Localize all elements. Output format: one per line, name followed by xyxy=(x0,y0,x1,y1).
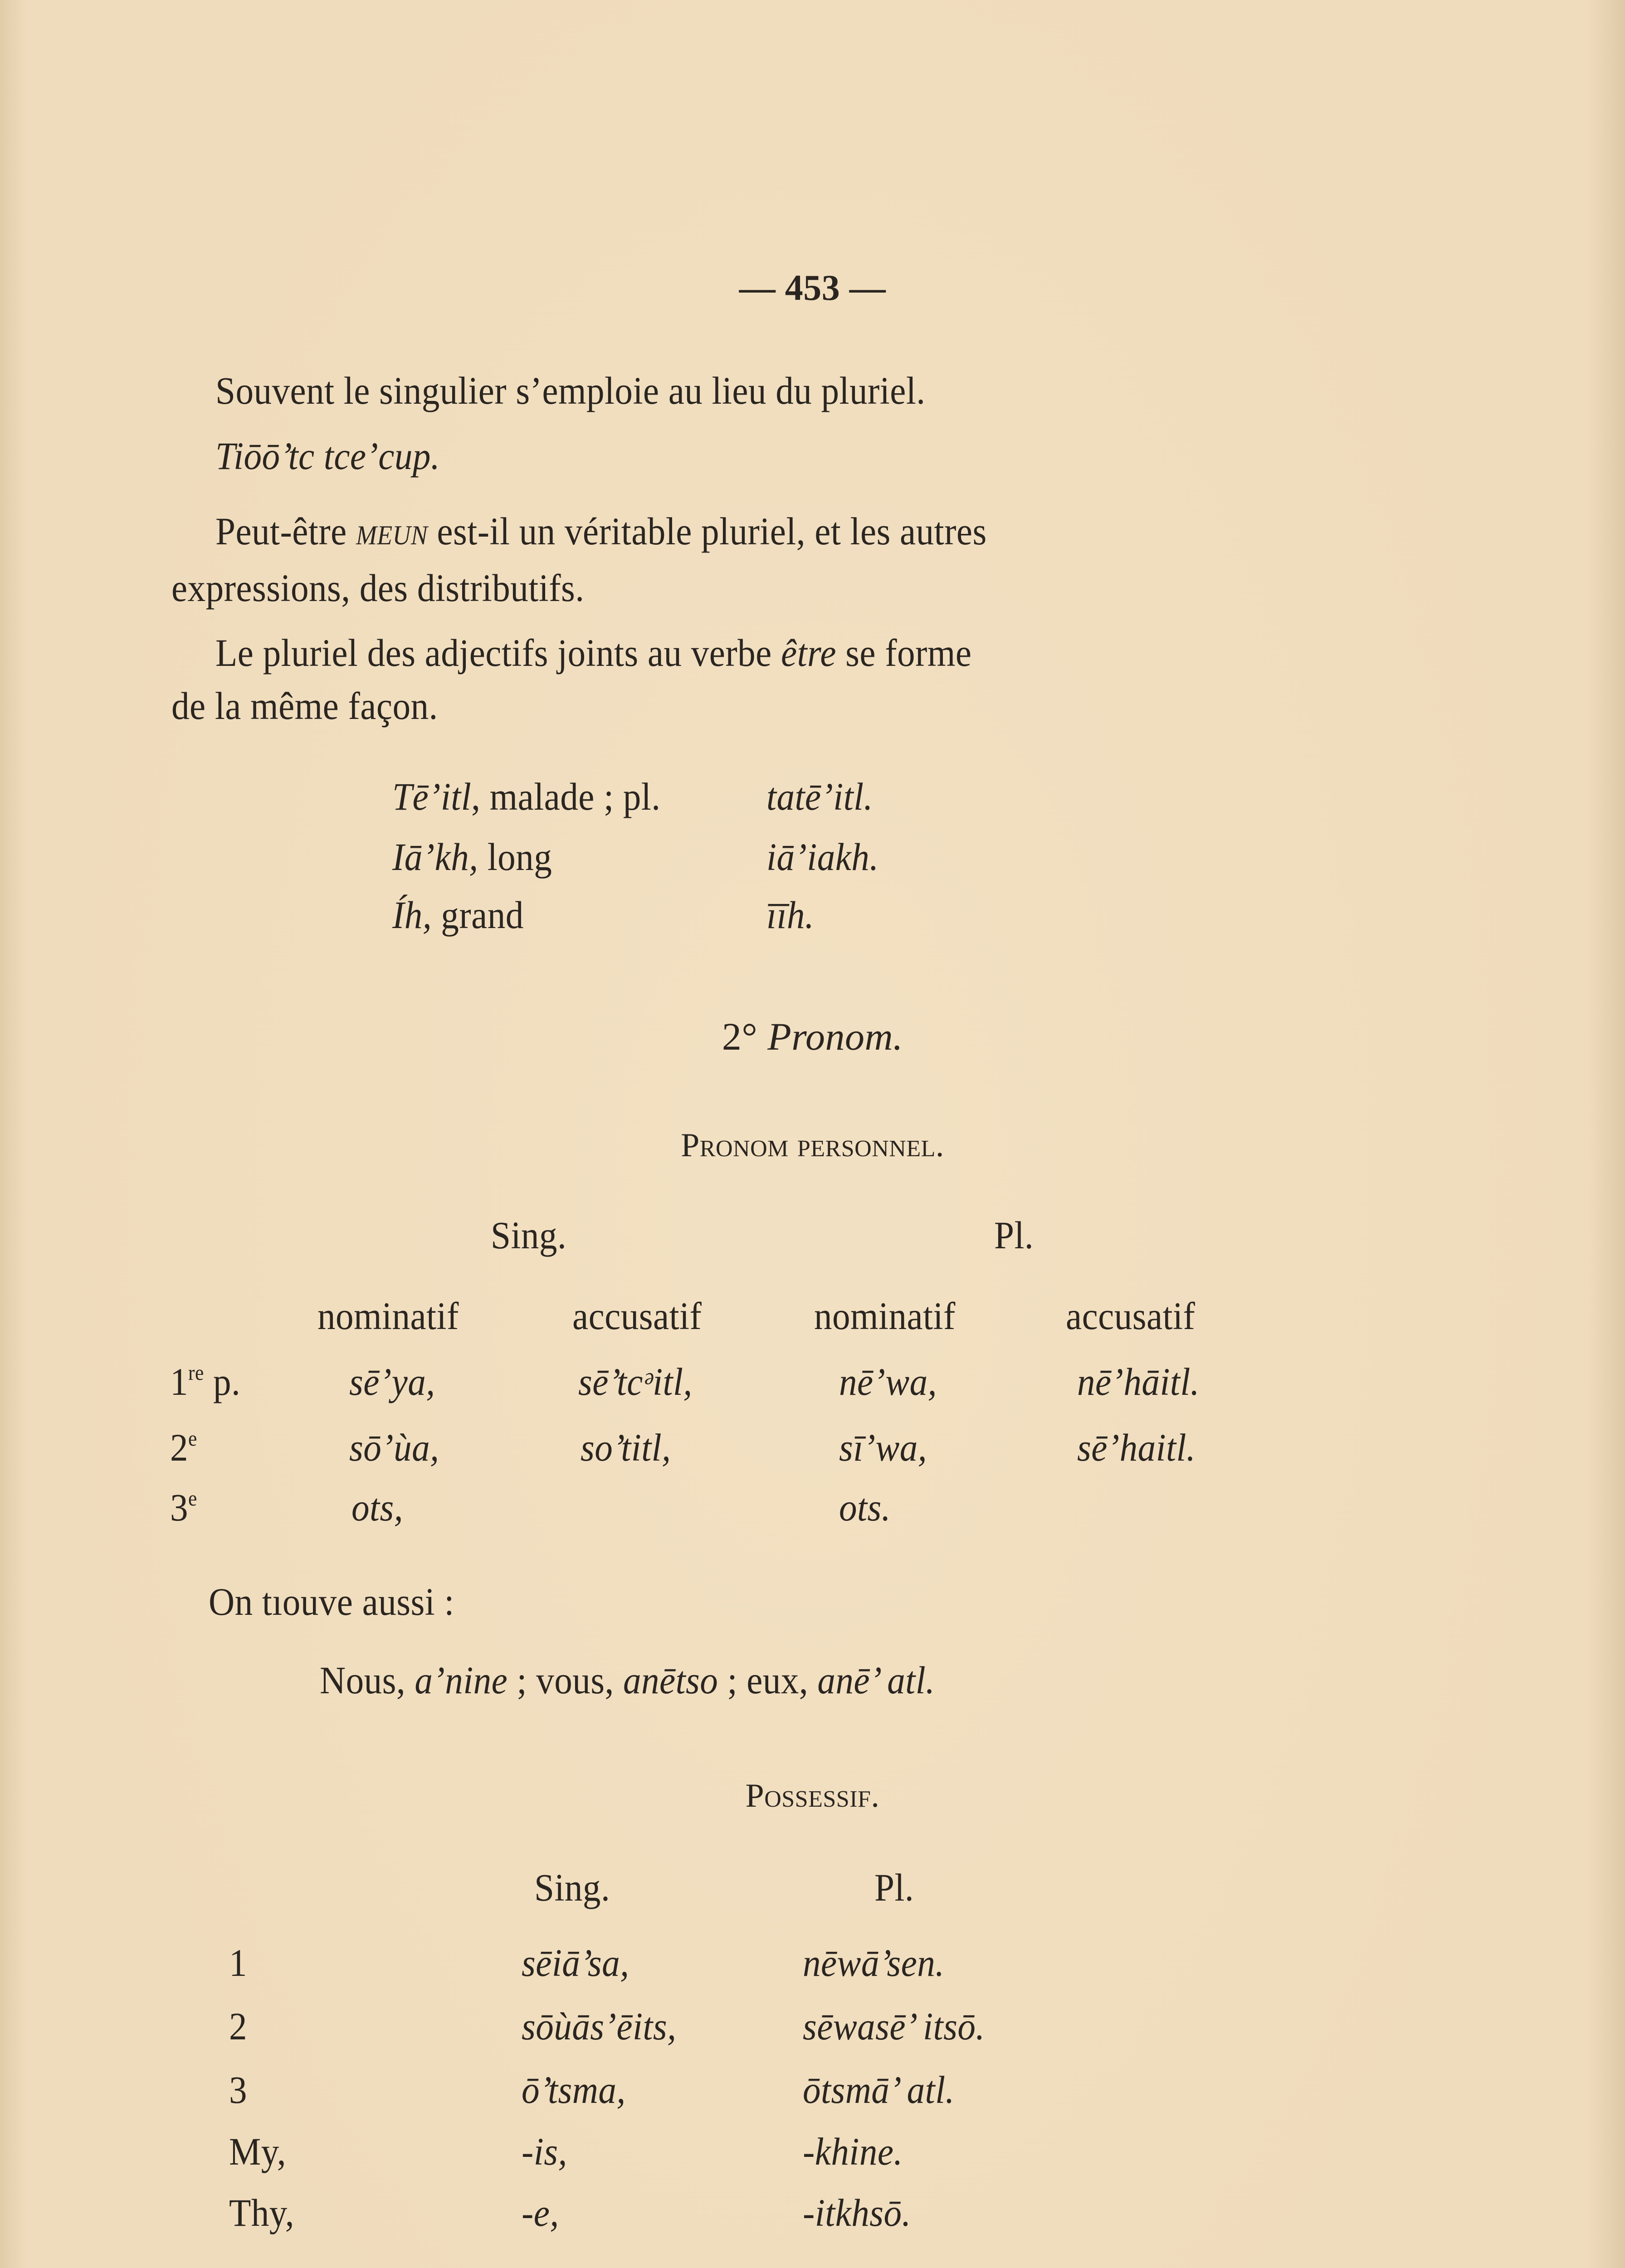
possessive-plural: sēwasē’ itsō. xyxy=(803,2004,985,2048)
pronoun-sing-nom: ots, xyxy=(351,1486,403,1529)
section-number: 2° xyxy=(722,1015,758,1058)
header-singular: Sing. xyxy=(534,1866,610,1909)
pronoun-sing-nom: sē’ya, xyxy=(349,1360,435,1403)
adjective-plural: tatē’itl. xyxy=(766,775,873,818)
text: est-il un véritable pluriel, et les autres xyxy=(428,509,987,553)
header-pl-nominative: nominatif xyxy=(814,1294,956,1338)
pronoun-sing-acc: so’titl, xyxy=(581,1426,671,1469)
form-vous: anētso xyxy=(623,1658,718,1702)
possessive-label: 1 xyxy=(229,1941,248,1984)
possessive-singular: -e, xyxy=(522,2191,559,2234)
possessive-singular: ō’tsma, xyxy=(522,2068,626,2112)
term-etre: être xyxy=(781,631,836,675)
adjective-word: Iā’kh, xyxy=(392,835,478,879)
pronoun-pl-nom: nē’wa, xyxy=(839,1360,937,1403)
person-label xyxy=(170,1488,197,1527)
header-pl-accusative: accusatif xyxy=(1066,1294,1196,1338)
possessive-label: 3 xyxy=(229,2068,248,2112)
possessive-singular: -is, xyxy=(522,2130,567,2173)
section-heading xyxy=(0,1017,1625,1056)
possessive-title: Possessif. xyxy=(745,1777,880,1814)
person-number: 3 xyxy=(170,1486,189,1529)
adjective-word: Íh, xyxy=(392,893,432,937)
adjective-plural: iā’iakh. xyxy=(766,835,879,879)
header-plural: Pl. xyxy=(874,1866,914,1909)
adjective-plural: īīh. xyxy=(766,893,815,937)
text: se forme xyxy=(836,631,972,675)
possessive-plural: nēwā’sen. xyxy=(803,1941,945,1984)
header-sing-accusative: accusatif xyxy=(572,1294,702,1338)
adjective-gloss: grand xyxy=(432,893,524,937)
person-ordinal: re xyxy=(188,1361,204,1385)
person-number: 1 xyxy=(170,1360,189,1403)
possessive-label: 2 xyxy=(229,2004,248,2048)
pronoun-pl-nom: ots. xyxy=(839,1486,891,1529)
adjective-row xyxy=(392,835,552,879)
label-vous: ; vous, xyxy=(508,1658,623,1702)
form-eux: anē’ atl. xyxy=(817,1658,935,1702)
adjective-row xyxy=(392,893,524,937)
possessive-plural: -khine. xyxy=(803,2130,903,2173)
adjective-word: Tē’itl xyxy=(392,775,472,818)
person-number: 2 xyxy=(170,1426,189,1469)
possessive-plural: -itkhsō. xyxy=(803,2191,911,2234)
possessive-singular: sōùās’ēits, xyxy=(522,2004,677,2048)
possessive-plural: ōtsmā’ atl. xyxy=(803,2068,955,2112)
label-eux: ; eux, xyxy=(718,1658,818,1702)
term-meun: meun xyxy=(356,509,428,553)
person-ordinal: e xyxy=(188,1427,197,1451)
possessive-label: My, xyxy=(229,2130,286,2173)
pronoun-pl-acc: sē’haitl. xyxy=(1077,1426,1196,1469)
paragraph-adjectives-line2: de la même façon. xyxy=(171,684,438,728)
paragraph-singular-usage: Souvent le singulier s’emploie au lieu du pluriel. xyxy=(215,369,926,412)
section-title: Pronom. xyxy=(767,1015,903,1058)
person-ordinal: e xyxy=(188,1486,197,1510)
label-nous: Nous, xyxy=(320,1658,415,1702)
pronoun-sing-acc: sē’tcᵊitl, xyxy=(578,1360,693,1403)
possessive-label: Thy, xyxy=(229,2191,294,2234)
adjective-gloss: long xyxy=(478,835,552,879)
page-number: — 453 — xyxy=(739,268,886,308)
text: Le pluriel des adjectifs joints au verbe xyxy=(215,631,781,675)
header-plural: Pl. xyxy=(994,1213,1034,1257)
text: Peut-être xyxy=(215,509,356,553)
example-sentence: Tiōō’tc tce’cup. xyxy=(215,434,440,478)
person-suffix: p. xyxy=(204,1360,241,1403)
adjective-gloss: , malade ; pl. xyxy=(471,775,661,818)
also-found-intro: On tıouve aussi : xyxy=(209,1580,454,1623)
pronoun-pl-acc: nē’hāitl. xyxy=(1077,1360,1200,1403)
person-label xyxy=(170,1428,197,1467)
paragraph-meun-line1 xyxy=(215,509,987,553)
header-singular: Sing. xyxy=(491,1213,567,1257)
personal-pronoun-title: Pronom personnel. xyxy=(681,1127,944,1164)
paragraph-adjectives-line1 xyxy=(215,631,972,675)
form-nous: a’nine xyxy=(415,1658,508,1702)
possessive-singular: sēiā’sa, xyxy=(522,1941,630,1984)
also-found-forms xyxy=(320,1658,935,1702)
header-sing-nominative: nominatif xyxy=(317,1294,459,1338)
adjective-row xyxy=(392,777,660,816)
person-label xyxy=(170,1362,240,1401)
pronoun-sing-nom: sō’ùa, xyxy=(349,1426,439,1469)
pronoun-pl-nom: sī’wa, xyxy=(839,1426,927,1469)
paragraph-meun-line2: expressions, des distributifs. xyxy=(171,566,585,610)
